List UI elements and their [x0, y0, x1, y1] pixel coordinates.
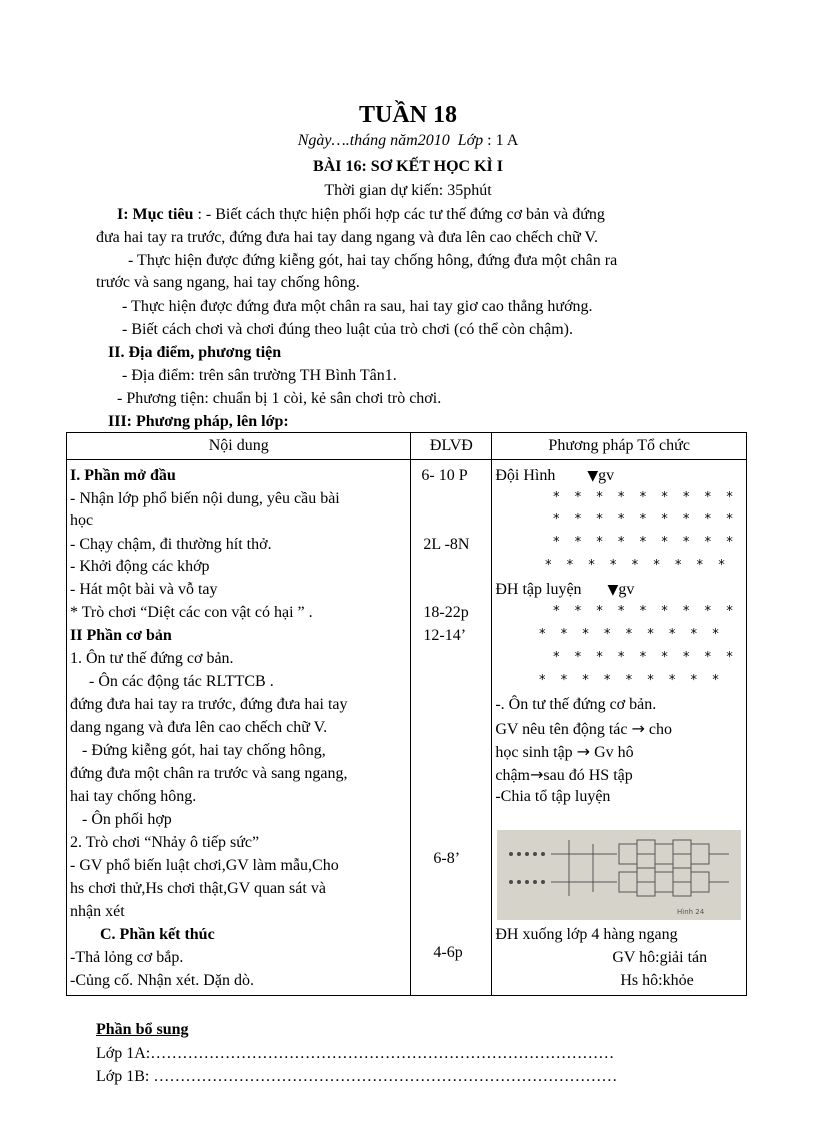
method-line: -Chia tổ tập luyện [495, 788, 611, 805]
content-line: -Thả lỏng cơ bắp. [70, 949, 184, 966]
content-line: - GV phổ biến luật chơi,GV làm mẫu,Cho [70, 857, 339, 874]
student-row: * * * * * * * * * [552, 512, 737, 527]
content-line: - Chạy chậm, đi thường hít thở. [70, 536, 272, 553]
dosage-value: 6- 10 P [421, 467, 468, 484]
formation-practice: ĐH tập luyện ▼gv [495, 581, 635, 598]
table-body-row [67, 460, 747, 996]
supplement-line-1a: Lớp 1A:…………………………………………………………………………… [96, 1045, 615, 1062]
dosage-value: 18-22p [423, 604, 469, 621]
venue-equipment: - Phương tiện: chuẩn bị 1 còi, kẻ sân chơi trò chơi. [117, 390, 442, 407]
content-cell [67, 460, 411, 996]
content-line: - Hát một bài và vỗ tay [70, 581, 218, 598]
objectives-label: I: Mục tiêu [117, 206, 194, 223]
dosage-value: 4-6p [433, 944, 463, 961]
arrow-right-icon: → [576, 742, 591, 761]
objectives-line-5: - Thực hiện được đứng đưa một chân ra sau, hai tay giơ cao thẳng hướng. [122, 298, 593, 315]
lesson-duration: Thời gian dự kiến: 35phút [324, 182, 492, 199]
method-cell [492, 460, 747, 996]
dosage-value: 2L -8N [423, 536, 470, 553]
content-line: - Ôn phối hợp [82, 811, 172, 828]
method-line: ĐH xuống lớp 4 hàng ngang [495, 926, 678, 943]
content-line: nhận xét [70, 903, 125, 920]
lesson-table [66, 432, 747, 996]
supplement-line-1b: Lớp 1B: …………………………………………………………………………… [96, 1068, 618, 1085]
lesson-title: BÀI 16: SƠ KẾT HỌC KÌ I [313, 158, 503, 175]
dosage-cell [411, 460, 492, 996]
student-row: * * * * * * * * * [538, 673, 723, 688]
arrow-right-icon: → [631, 719, 645, 738]
content-line: - Nhận lớp phổ biến nội dung, yêu cầu bài [70, 490, 340, 507]
venue-label: II. Địa điểm, phương tiện [108, 344, 282, 361]
teacher-triangle-icon: ▼ [607, 582, 619, 598]
section-intro: I. Phần mở đầu [70, 467, 176, 484]
content-line: hai tay chống hông. [70, 788, 197, 805]
content-line: -Củng cố. Nhận xét. Dặn dò. [70, 972, 254, 989]
hopscotch-diagram-image [497, 830, 741, 920]
arrow-right-icon: → [530, 765, 544, 784]
gv-label: gv [618, 581, 635, 598]
header-method: Phương pháp Tổ chức [492, 433, 747, 460]
student-row: * * * * * * * * * [538, 627, 723, 642]
date-line [0, 132, 816, 150]
content-line: 2. Trò chơi “Nhảy ô tiếp sức” [70, 834, 260, 851]
content-line: * Trò chơi “Diệt các con vật có hại ” . [70, 604, 313, 621]
objectives-line-2: đưa hai tay ra trước, đứng đưa hai tay dang ngang và đưa lên cao chếch chữ V. [96, 229, 598, 246]
method-line: GV hô:giải tán [612, 949, 708, 966]
section-closing: C. Phần kết thúc [100, 926, 215, 943]
formation-open: Đội Hình ▼gv [495, 467, 615, 484]
class-value: : 1 A [487, 132, 519, 149]
content-line: - Đứng kiễng gót, hai tay chống hông, [82, 742, 326, 759]
content-line: học [70, 512, 94, 529]
section-main: II Phần cơ bản [70, 627, 172, 644]
header-dosage: ĐLVĐ [411, 433, 492, 460]
dosage-value: 6-8’ [433, 850, 461, 867]
objectives-line-1: I: Mục tiêu : - Biết cách thực hiện phối hợp các tư thế đứng cơ bản và đứng [117, 206, 605, 223]
student-row: * * * * * * * * * [552, 535, 737, 550]
method-line: học sinh tập → Gv hô [495, 742, 634, 761]
header-content: Nội dung [67, 433, 411, 460]
method-line: -. Ôn tư thế đứng cơ bản. [495, 696, 657, 713]
student-row: * * * * * * * * * [552, 650, 737, 665]
dosage-value: 12-14’ [423, 627, 467, 644]
supplement-label: Phần bổ sung [96, 1021, 189, 1038]
content-line: hs chơi thử,Hs chơi thật,GV quan sát và [70, 880, 326, 897]
content-line: - Khởi động các khớp [70, 558, 210, 575]
content-line: - Ôn các động tác RLTTCB . [89, 673, 274, 690]
content-line: dang ngang và đưa lên cao chếch chữ V. [70, 719, 328, 736]
student-row: * * * * * * * * * [552, 490, 737, 505]
method-line: GV nêu tên động tác → cho [495, 719, 672, 738]
content-line: đứng đưa một chân ra trước và sang ngang, [70, 765, 348, 782]
objectives-line-4: trước và sang ngang, hai tay chống hông. [96, 274, 360, 291]
photo-caption: Hình 24 [677, 908, 705, 916]
teacher-triangle-icon: ▼ [587, 468, 599, 484]
page-title: TUẦN 18 [358, 102, 457, 128]
student-row: * * * * * * * * * [552, 604, 737, 619]
objectives-line-3: - Thực hiện được đứng kiễng gót, hai tay chống hông, đứng đưa một chân ra [128, 252, 618, 269]
gv-label: gv [598, 467, 615, 484]
content-line: 1. Ôn tư thế đứng cơ bản. [70, 650, 234, 667]
date-label: Ngày….tháng năm2010 [297, 132, 450, 149]
hopscotch-diagram-svg [497, 830, 741, 920]
student-row: * * * * * * * * * [544, 558, 729, 573]
method-line: chậm→sau đó HS tập [495, 765, 633, 784]
class-label: Lớp [457, 132, 484, 149]
table-header-row [67, 433, 747, 460]
method-heading: III: Phương pháp, lên lớp: [108, 413, 289, 430]
venue-place: - Địa điểm: trên sân trường TH Bình Tân1. [122, 367, 397, 384]
method-line: Hs hô:khỏe [620, 972, 694, 989]
objectives-line-6: - Biết cách chơi và chơi đúng theo luật của trò chơi (có thể còn chậm). [122, 321, 573, 338]
content-line: đứng đưa hai tay ra trước, đứng đưa hai tay [70, 696, 348, 713]
